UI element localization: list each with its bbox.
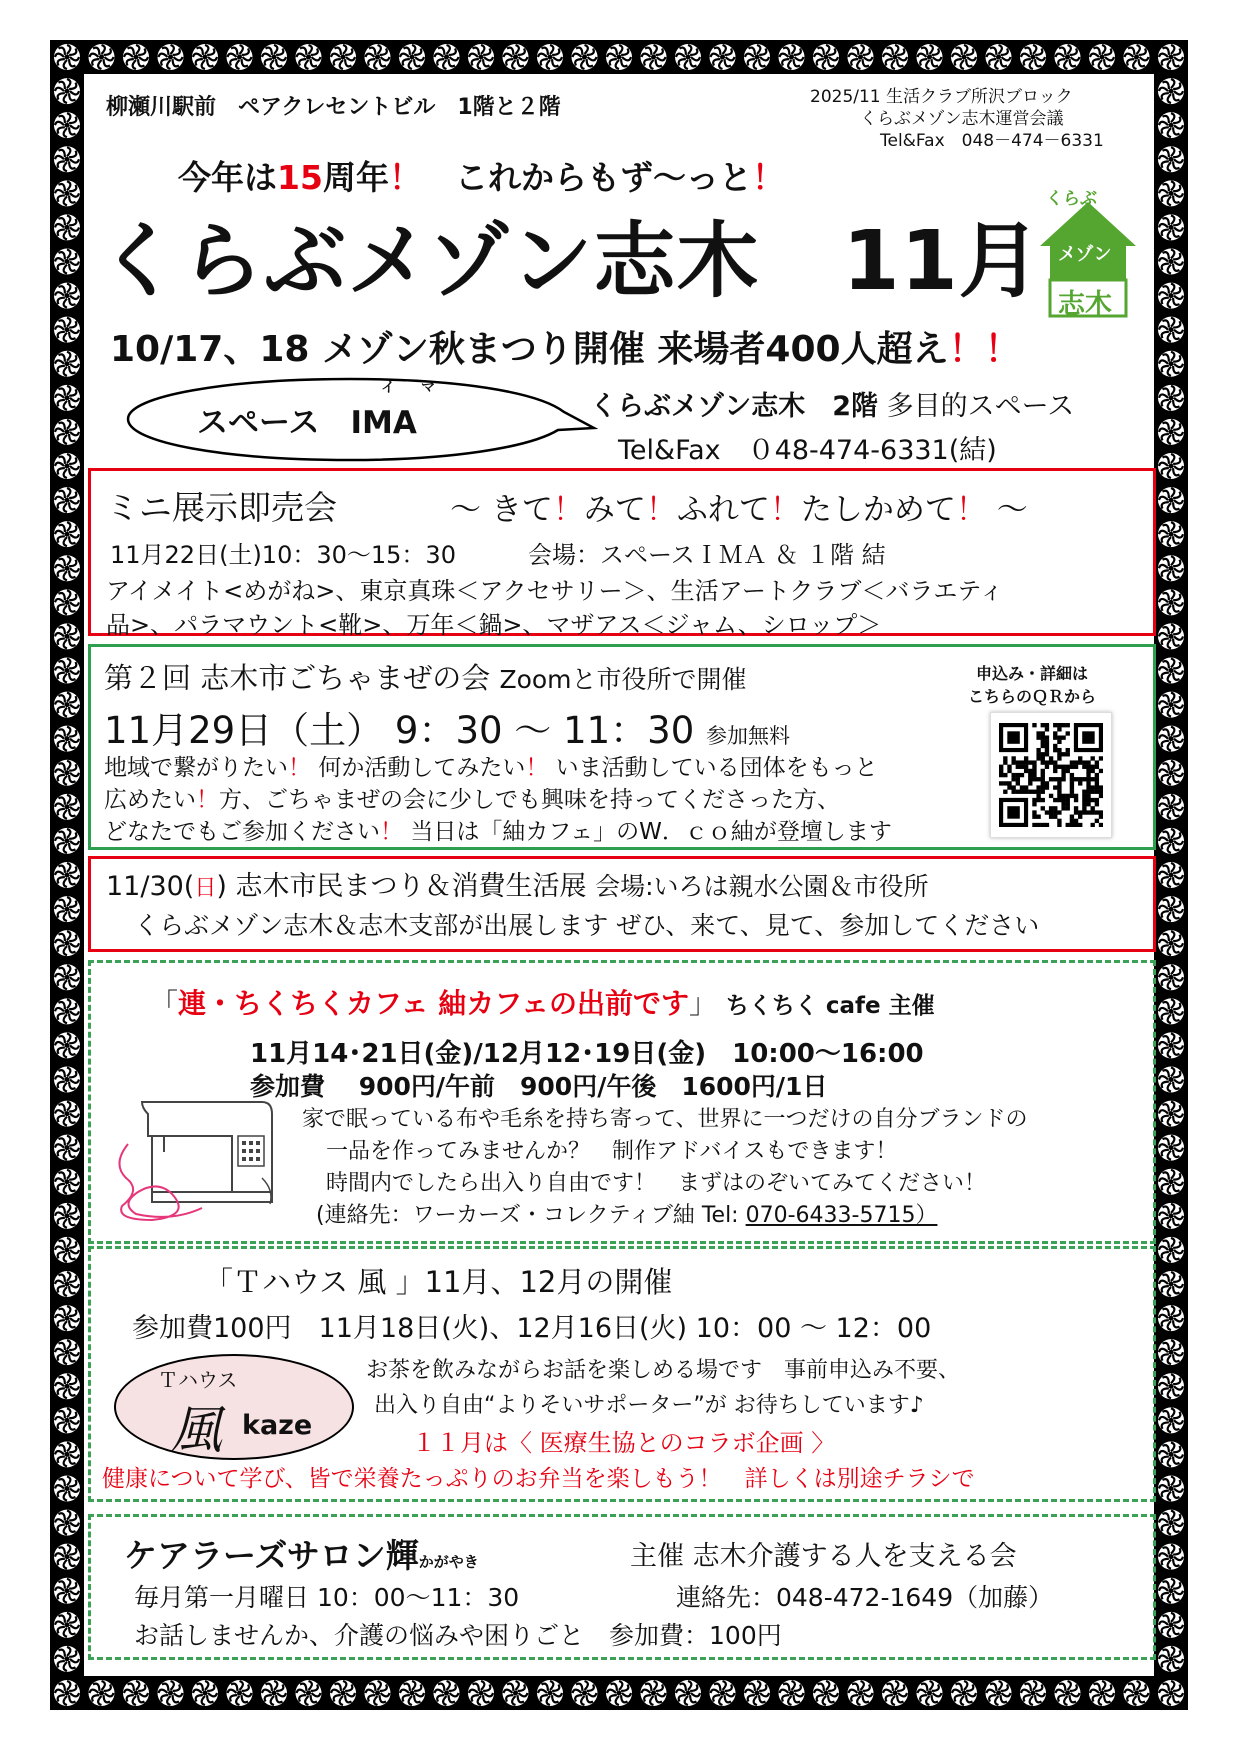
rosette-icon [1158,589,1184,615]
rosette-icon [54,419,80,445]
event3-venue: 会場:いろは親水公園＆市役所 [595,872,929,901]
tag-part-6: たしかめて [800,492,956,528]
rosette-icon [1158,317,1184,343]
rosette-icon [1158,692,1184,718]
event1-line-2: 品>、パラマウント<靴>、万年＜鍋>、マザアス＜ジャム、シロップ＞ [106,611,882,639]
rosette-icon [296,44,322,70]
rosette-icon [54,1544,80,1570]
rosette-icon [468,44,494,70]
rosette-icon [54,487,80,513]
rosette-icon [54,692,80,718]
rosette-icon [54,1578,80,1604]
rosette-icon [675,44,701,70]
rosette-icon [89,1680,115,1706]
rosette-icon [882,44,908,70]
rosette-icon [54,249,80,275]
rosette-icon [54,1032,80,1058]
event4-line-1: 家で眠っている布や毛糸を持ち寄って、世界に一つだけの自分ブランドの [302,1107,1028,1132]
rosette-icon [54,1135,80,1161]
oval-top-text: Ｔハウス [158,1368,238,1392]
rosette-icon [1158,726,1184,752]
rosette-icon [54,862,80,888]
rosette-icon [1158,760,1184,786]
event5-line-2: 出入り自由“よりそいサポーター”が お待ちしています♪ [374,1393,924,1418]
e2l2-c: 方、ごちゃまぜの会に少しでも興味を持ってくださった方、 [219,787,840,813]
rosette-icon [54,1169,80,1195]
rosette-icon [1158,998,1184,1024]
rosette-icon [54,1101,80,1127]
qr-code[interactable] [990,712,1112,838]
rosette-icon [1158,1510,1184,1536]
slogan-exclaim-1: ！ [388,158,422,197]
rosette-icon [1158,1135,1184,1161]
rosette-icon [54,998,80,1024]
rosette-icon [1158,930,1184,956]
rosette-icon [848,44,874,70]
rosette-icon [813,44,839,70]
e2l1-c: 何か活動してみたい [318,755,526,781]
tag-part-1: ！ [552,492,584,528]
rosette-icon [1124,44,1150,70]
rosette-icon [1158,78,1184,104]
rosette-icon [572,1680,598,1706]
festival-line [110,321,1021,372]
kaze-oval [114,1354,354,1460]
rosette-icon [54,1646,80,1672]
qr-note-2: こちらのＱＲから [968,687,1097,706]
event4-fees: 参加費 900円/午前 900円/午後 1600円/1日 [250,1072,828,1101]
event2-fee: 参加無料 [706,724,790,748]
slogan-a: 今年は [178,158,277,197]
rosette-icon [1158,828,1184,854]
event5-line-1: お茶を飲みながらお話を楽しめる場です 事前申込み不要、 [366,1358,961,1383]
sewing-machine-icon [112,1074,292,1224]
rosette-icon [54,930,80,956]
rosette-icon [54,1441,80,1467]
rosette-icon [813,1680,839,1706]
rosette-icon [54,521,80,547]
rosette-icon [1158,658,1184,684]
rosette-icon [779,1680,805,1706]
rosette-icon [1158,521,1184,547]
space-line-1 [590,384,1074,423]
rosette-icon [606,44,632,70]
rosette-icon [1158,351,1184,377]
rosette-icon [1158,1305,1184,1331]
rosette-icon [261,1680,287,1706]
event6-title-text: ケアラーズサロン輝 [124,1536,419,1575]
rosette-icon [54,1510,80,1536]
rosette-icon [1158,44,1184,70]
rosette-icon [1158,1032,1184,1058]
rosette-icon [986,44,1012,70]
rosette-icon [54,726,80,752]
rosette-icon [537,1680,563,1706]
qr-code-icon [999,723,1103,827]
slogan-c: これからもず～っと [421,158,752,197]
e2l3-c: 当日は「紬カフェ」のW．ｃｏ紬が登壇します [410,819,892,845]
rosette-icon [365,44,391,70]
rosette-icon [54,453,80,479]
rosette-icon [606,1680,632,1706]
oval-main-text: 風 [170,1401,223,1461]
rosette-icon [54,78,80,104]
event4-title-text: 連・ちくちくカフェ 紬カフェの出前です [178,987,689,1020]
rosette-icon [1089,44,1115,70]
tag-part-2: みて [583,492,646,528]
rosette-icon [1158,1578,1184,1604]
event4-bracket-open: 「 [150,987,179,1020]
rosette-icon [158,44,184,70]
rosette-icon [1158,146,1184,172]
event4-bracket-close: 」 [688,987,717,1020]
rosette-icon [54,794,80,820]
rosette-icon [54,180,80,206]
rosette-icon [54,1476,80,1502]
rosette-icon [54,1339,80,1365]
rosette-icon [1158,623,1184,649]
space-line-1-bold: くらぶメゾン志木 2階 [590,391,878,422]
page-title: くらぶメゾン志木 11月 [98,214,1042,309]
event1-date: 11月22日(土)10：30～15：30 会場：スペースＩＭＡ ＆ １階 結 [110,541,886,569]
rosette-icon [330,1680,356,1706]
rosette-icon [1158,112,1184,138]
rosette-icon [1158,385,1184,411]
oval-sub-text: kaze [242,1410,313,1441]
rosette-icon [503,44,529,70]
rosette-icon [1020,1680,1046,1706]
tag-part-0: ～ きて [450,492,553,528]
rosette-icon [537,44,563,70]
rosette-icon [330,44,356,70]
rosette-icon [296,1680,322,1706]
space-name: スペース IMA [197,405,417,441]
rosette-icon [54,317,80,343]
event4-dates: 11月14･21日(金)/12月12･19日(金) 10:00～16:00 [250,1039,924,1069]
event5-health: 健康について学び、皆で栄養たっぷりのお弁当を楽しもう！ 詳しくは別途チラシで [102,1466,975,1492]
event4-title [150,982,935,1022]
e2l2-b: ！ [196,787,219,813]
rosette-icon [54,1305,80,1331]
rosette-icon [675,1680,701,1706]
e2l1-d: ！ [525,755,549,781]
event4-contact [316,1198,937,1229]
tag-part-5: ！ [769,492,801,528]
rosette-icon [54,964,80,990]
event1-title: ミニ展示即売会 [106,488,337,527]
rosette-icon [710,1680,736,1706]
logo-mid-text: メゾン [1058,244,1112,265]
rosette-icon [54,146,80,172]
rosette-icon [434,44,460,70]
rosette-icon [986,1680,1012,1706]
slogan-b: 周年 [322,158,389,197]
rosette-icon [1158,794,1184,820]
rosette-icon [227,1680,253,1706]
event3-date-a: 11/30( [106,871,195,902]
rosette-icon [123,44,149,70]
rosette-icon [399,44,425,70]
rosette-icon [1158,1271,1184,1297]
e2l2-a: 広めたい [104,787,196,813]
event3-heading [106,864,929,903]
e2l3-b: ！ [380,819,403,845]
rosette-icon [399,1680,425,1706]
rosette-icon [1158,1612,1184,1638]
tag-part-3: ！ [645,492,677,528]
space-line-1-rest: 多目的スペース [886,391,1075,422]
e2l3-a: どなたでもご参加ください [104,819,380,845]
logo-bottom-text: 志木 [1058,289,1112,320]
rosette-icon [54,1612,80,1638]
rosette-icon [1158,1680,1184,1706]
event3-date-b: ) [216,871,227,902]
rosette-icon [917,44,943,70]
rosette-icon [89,44,115,70]
rosette-icon [1158,1203,1184,1229]
rosette-icon [710,44,736,70]
rosette-icon [1158,487,1184,513]
event2-title-main: 第２回 志木市ごちゃまぜの会 [104,661,491,695]
event2-date-text: 11月29日（土） 9：30 ～ 11：30 [104,709,695,752]
rosette-icon [1055,44,1081,70]
rosette-icon [227,44,253,70]
logo-top-text: くらぶ [1046,189,1097,209]
slogan-number: 15 [277,158,323,197]
rosette-icon [54,1407,80,1433]
rosette-icon [572,44,598,70]
event3-date-day: 日 [194,876,217,901]
rosette-icon [54,623,80,649]
event4-contact-phone[interactable]: 070-6433-5715） [745,1203,938,1228]
rosette-icon [192,44,218,70]
event6-ruby: かがやき [418,1553,479,1571]
rosette-icon [54,1067,80,1093]
event6-host: 主催 志木介護する人を支える会 [630,1541,1017,1572]
org-line-2: くらぶメゾン志木運営会議 [860,109,1064,129]
slogan-exclaim-2: ！ [751,158,785,197]
rosette-icon [54,555,80,581]
rosette-icon [1158,555,1184,581]
qr-note-1: 申込み・詳細は [976,664,1089,683]
tag-part-8: ～ [986,492,1028,528]
event2-title-tail: Zoomと市役所で開催 [499,665,747,694]
org-line-1: 2025/11 生活クラブ所沢ブロック [810,87,1073,107]
event1-line-1: アイメイト<めがね>、東京真珠＜アクセサリー＞、生活アートクラブ＜バラエティ [106,577,1004,605]
rosette-icon [54,589,80,615]
event6-line: お話しませんか、介護の悩みや困りごと 参加費：100円 [134,1621,782,1650]
rosette-icon [779,44,805,70]
rosette-icon [1158,1441,1184,1467]
rosette-icon [54,1203,80,1229]
org-line-3: Tel&Fax 048－474－6331 [880,131,1104,151]
rosette-icon [641,1680,667,1706]
event3-title: 志木市民まつり＆消費生活展 [235,871,587,902]
rosette-icon [1158,1101,1184,1127]
event2-line-3 [104,813,892,846]
rosette-icon [54,1373,80,1399]
rosette-icon [123,1680,149,1706]
maison-logo [1036,184,1140,320]
rosette-icon [1158,1169,1184,1195]
rosette-icon [882,1680,908,1706]
rosette-icon [1158,862,1184,888]
rosette-icon [1055,1680,1081,1706]
rosette-icon [1158,283,1184,309]
rosette-icon [1158,964,1184,990]
rosette-icon [54,351,80,377]
event2-line-1 [104,749,878,782]
rosette-icon [1158,1067,1184,1093]
e2l1-e: いま活動している団体をもっと [555,755,878,781]
event1-tagline [450,484,1028,529]
rosette-icon [1158,1646,1184,1672]
event6-title [124,1530,479,1577]
tag-part-4: ふれて [676,492,770,528]
event2-date [104,700,790,754]
rosette-icon [744,44,770,70]
rosette-icon [1158,419,1184,445]
event2-line-2 [104,781,840,814]
rosette-icon [641,44,667,70]
rosette-icon [1158,1237,1184,1263]
event5-schedule: 参加費100円 11月18日(火)、12月16日(火) 10：00 ～ 12：00 [132,1313,932,1344]
e2l1-a: 地域で繋がりたい [104,755,288,781]
rosette-icon [54,214,80,240]
rosette-icon [1124,1680,1150,1706]
rosette-icon [54,385,80,411]
rosette-icon [1158,1407,1184,1433]
rosette-icon [744,1680,770,1706]
e2l1-b: ！ [288,755,311,781]
event5-title: 「Ｔハウス 風 」11月、12月の開催 [204,1265,673,1299]
rosette-icon [951,1680,977,1706]
rosette-icon [1158,214,1184,240]
rosette-icon [848,1680,874,1706]
event6-contact: 連絡先：048-472-1649（加藤） [676,1583,1054,1612]
anniversary-slogan [178,152,785,199]
rosette-icon [1089,1680,1115,1706]
rosette-icon [54,44,80,70]
rosette-icon [192,1680,218,1706]
festival-exclaim: ！！ [948,329,1021,370]
space-line-2: Tel&Fax ０48-474-6331(結) [618,435,997,466]
rosette-icon [503,1680,529,1706]
rosette-icon [434,1680,460,1706]
rosette-icon [1158,453,1184,479]
event5-collab: １１月は〈 医療生協とのコラボ企画 〉 [412,1429,836,1457]
rosette-icon [1158,180,1184,206]
rosette-icon [1158,1339,1184,1365]
rosette-icon [917,1680,943,1706]
rosette-icon [1158,1544,1184,1570]
event4-host: ちくちく cafe 主催 [725,993,935,1019]
event6-schedule: 毎月第一月曜日 10：00～11：30 [134,1583,520,1612]
rosette-icon [1020,44,1046,70]
space-ruby: イ マ [381,380,441,396]
rosette-icon [1158,896,1184,922]
rosette-icon [54,896,80,922]
rosette-icon [1158,1476,1184,1502]
rosette-icon [365,1680,391,1706]
rosette-icon [261,44,287,70]
rosette-icon [54,1680,80,1706]
tag-part-7: ！ [955,492,987,528]
festival-text: 10/17、18 メゾン秋まつり開催 来場者400人超え [110,329,949,370]
rosette-icon [468,1680,494,1706]
event4-line-3: 時間内でしたら出入り自由です！ まずはのぞいてみてください！ [326,1171,987,1196]
rosette-icon [951,44,977,70]
rosette-icon [54,1271,80,1297]
rosette-icon [54,828,80,854]
rosette-icon [54,1237,80,1263]
event4-line-2: 一品を作ってみませんか？ 制作アドバイスもできます！ [326,1139,898,1164]
rosette-icon [1158,249,1184,275]
event2-title [104,656,747,697]
rosette-icon [158,1680,184,1706]
rosette-icon [54,760,80,786]
rosette-icon [54,658,80,684]
event4-contact-label: (連絡先：ワーカーズ・コレクティブ紬 Tel: [316,1203,746,1228]
rosette-icon [54,283,80,309]
rosette-icon [1158,1373,1184,1399]
location-line: 柳瀬川駅前 ペアクレセントビル 1階と２階 [106,95,561,120]
rosette-icon [54,112,80,138]
event3-line: くらぶメゾン志木＆志木支部が出展します ぜひ、来て、見て、参加してください [134,911,1040,940]
